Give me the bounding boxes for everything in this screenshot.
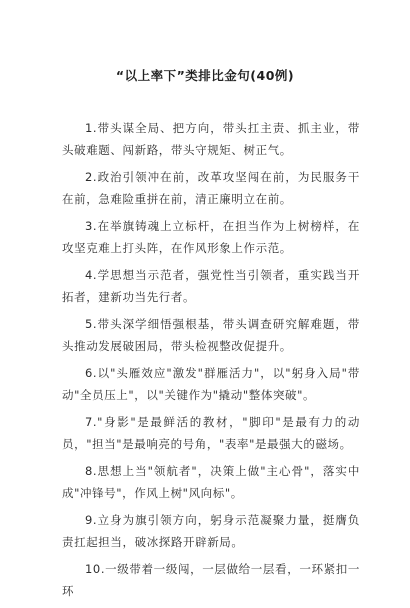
document-title: “以上率下”类排比金句(40例): [115, 68, 295, 83]
paragraph-6: 6.以"头雁效应"激发"群雁活力"，以"躬身入局"带动"全员压上"，以"关键作为"撬动"整体突破"。: [62, 366, 360, 402]
paragraph-10: 10.一级带着一级闯，一层做给一层看，一环紧扣一环: [62, 562, 360, 598]
paragraph-2: 2.政治引领冲在前，改革攻坚闯在前，为民服务干在前，急难险重拼在前，清正廉明立在前。: [62, 170, 360, 206]
paragraph-5: 5.带头深学细悟强根基，带头调查研究解难题，带头推动发展破困局，带头检视整改促提升。: [62, 317, 360, 353]
paragraph-1: 1.带头谋全局、把方向，带头扛主责、抓主业，带头破难题、闯新路，带头守规矩、树正气。: [62, 121, 360, 157]
document-body: [62, 118, 360, 608]
paragraph-9: 9.立身为旗引领方向，躬身示范凝聚力量，挺膺负责扛起担当，破冰探路开辟新局。: [62, 513, 360, 549]
paragraph-3: 3.在举旗铸魂上立标杆，在担当作为上树榜样，在攻坚克难上打头阵，在作风形象上作示范。: [62, 219, 360, 255]
paragraph-8: 8.思想上当"领航者"，决策上做"主心骨"，落实中成"冲锋号"，作风上树"风向标"。: [62, 464, 360, 500]
paragraph-7: 7."身影"是最鲜活的教材，"脚印"是最有力的动员，"担当"是最响亮的号角，"表率"是最强大的磁场。: [62, 415, 360, 451]
paragraph-4: 4.学思想当示范者，强党性当引领者，重实践当开拓者，建新功当先行者。: [62, 268, 360, 304]
